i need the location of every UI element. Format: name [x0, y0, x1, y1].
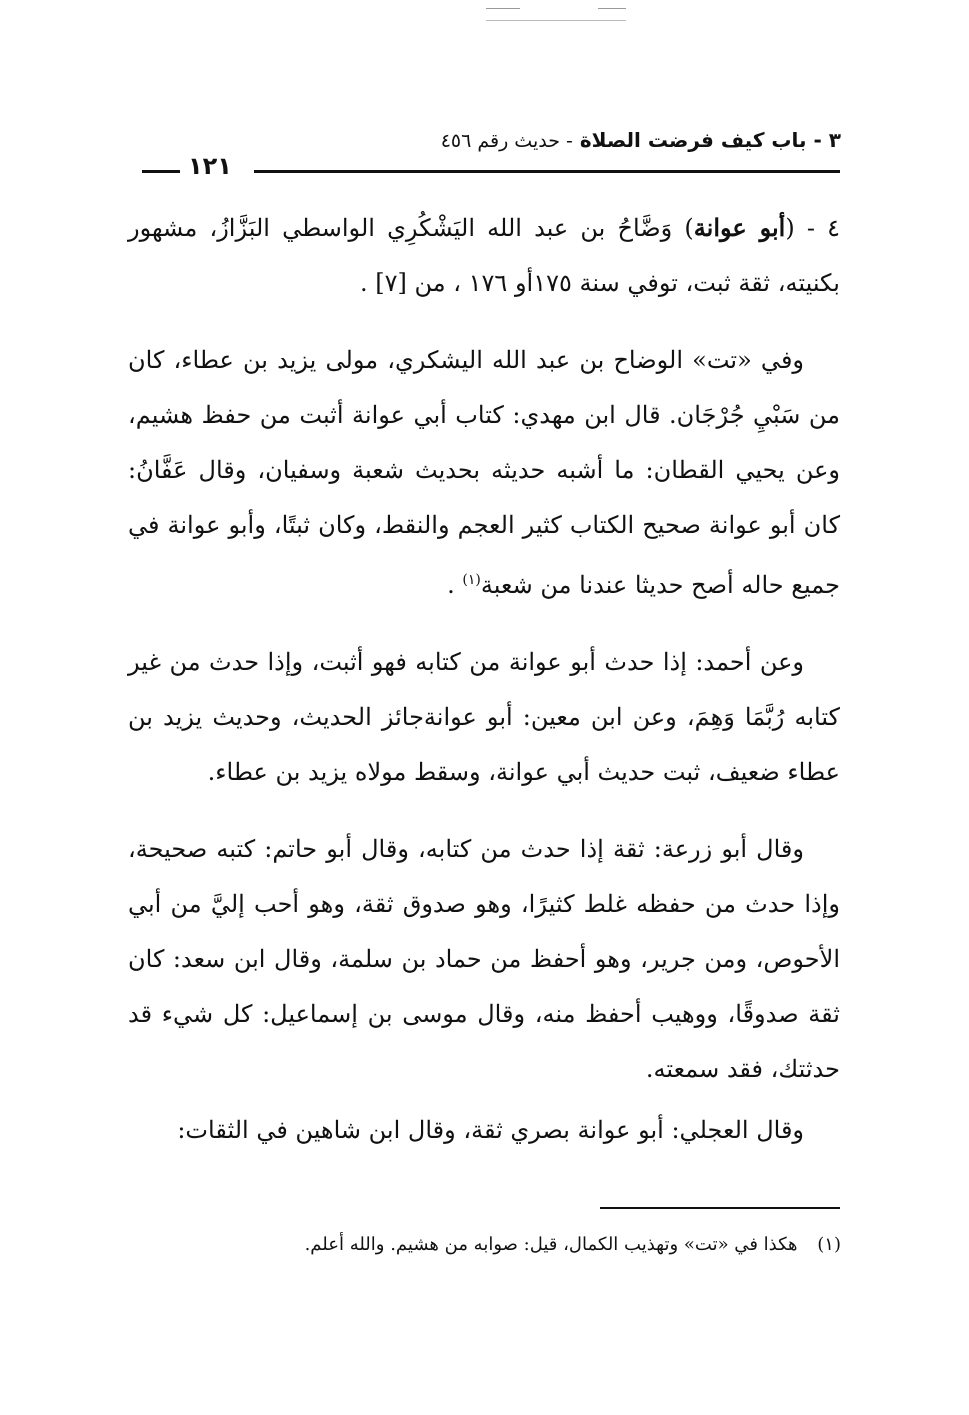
paragraph-tahdhib [128, 333, 840, 613]
scan-mark [486, 20, 626, 21]
hadith-reference: - حديث رقم ٤٥٦ [440, 130, 573, 152]
main-text [128, 200, 840, 1158]
footnote-rule [600, 1207, 840, 1209]
paragraph-text: وقال العجلي: أبو عوانة بصري ثقة، وقال ابن شاهين في الثقات: [177, 1116, 804, 1144]
paragraph-abu-zurah [128, 822, 840, 1097]
narrator-entry [128, 200, 840, 311]
page-number-dash [142, 170, 180, 173]
footnote-reference: (١) [462, 572, 481, 588]
paragraph-end: . [447, 571, 463, 599]
footnote [129, 1227, 841, 1263]
chapter-title: ٣ - باب كيف فرضت الصلاة [579, 128, 841, 152]
entry-description: ) وَضَّاحُ بن عبد الله اليَشْكُرِي الواسطي البَزَّازُ، مشهور بكنيته، ثقة ثبت، توفي سنة ١٧٥أو ١٧٦ ، من [٧] . [128, 214, 840, 297]
narrator-name: أبو عوانة [693, 213, 786, 242]
paragraph-ijli [128, 1103, 840, 1158]
scan-mark [486, 8, 520, 9]
scan-mark [598, 8, 626, 9]
running-head [441, 128, 841, 152]
paragraph-ahmad [128, 635, 840, 800]
page-number-block [142, 152, 252, 182]
header-rule [254, 170, 840, 173]
footnote-marker: (١) [817, 1234, 841, 1255]
scan-top-marks [0, 6, 969, 20]
paragraph-text: وقال أبو زرعة: ثقة إذا حدث من كتابه، وقال أبو حاتم: كتبه صحيحة، وإذا حدث من حفظه غلط كثيرًا، وهو صدوق ثقة، وهو أحب إليَّ من أبي الأحوص، ومن جرير، وهو أحفظ من حماد بن سلمة، وقال ابن سعد: كان ثقة صدوقًا، ووهيب أحفظ منه، وقال موسى بن إسماعيل: كل شيء قد حدثتك، فقد سمعته. [128, 835, 840, 1083]
entry-number: ٤ - ( [785, 214, 840, 242]
paragraph-text: وفي «تت» الوضاح بن عبد الله اليشكري، مولى يزيد بن عطاء، كان من سَبْيِ جُرْجَان. قال ابن مهدي: كتاب أبي عوانة أثبت من حفظ هشيم، وعن يحيي القطان: ما أشبه حديثه بحديث شعبة وسفيان، وقال عَفَّانُ: كان أبو عوانة صحيح الكتاب كثير العجم والنقط، وكان ثبتًا، وأبو عوانة في جميع حاله أصح حديثا عندنا من شعبة [128, 346, 840, 599]
page-number: ١٢١ [188, 152, 232, 180]
paragraph-text: وعن أحمد: إذا حدث أبو عوانة من كتابه فهو أثبت، وإذا حدث من غير كتابه رُبَّمَا وَهِمَ، وعن ابن معين: أبو عوانةجائز الحديث، وحديث يزيد بن عطاء ضعيف، ثبت حديث أبي عوانة، وسقط مولاه يزيد بن عطاء. [128, 648, 840, 786]
footnote-text: هكذا في «تت» وتهذيب الكمال، قيل: صوابه من هشيم. والله أعلم. [304, 1234, 798, 1255]
